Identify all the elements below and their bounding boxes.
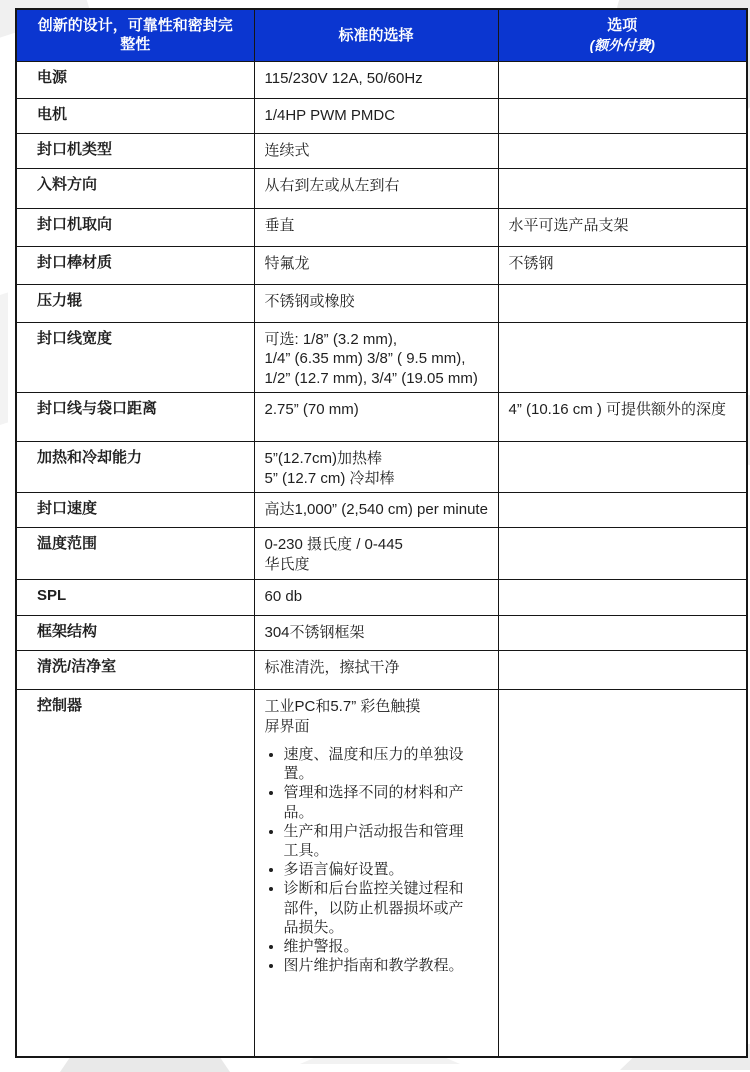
standard-cell: 60 db xyxy=(254,580,498,616)
standard-line: 工业PC和5.7” 彩色触摸 xyxy=(264,698,421,715)
standard-line: 屏界面 xyxy=(264,717,310,735)
option-cell xyxy=(498,528,747,580)
table-row xyxy=(16,651,747,690)
standard-line: 5” (12.7 cm) 冷却棒 xyxy=(264,469,395,487)
feature-cell: 封口棒材质 xyxy=(16,246,254,284)
feature-cell: 封口机类型 xyxy=(16,133,254,168)
list-item: • 多语言偏好设置。 xyxy=(284,860,476,879)
spec-table xyxy=(15,8,748,1058)
feature-cell: SPL xyxy=(16,580,254,616)
table-row xyxy=(16,208,747,246)
table-row xyxy=(16,493,747,528)
standard-cell: 标准清洗，擦拭干净 xyxy=(254,651,498,690)
option-cell xyxy=(498,690,747,1057)
standard-cell: 1/4HP PWM PMDC xyxy=(254,98,498,133)
background-shape xyxy=(0,292,8,427)
option-cell xyxy=(498,442,747,493)
list-item: • 维护警报。 xyxy=(284,937,476,956)
feature-cell: 控制器 xyxy=(16,690,254,1057)
header-options-label: 选项 xyxy=(607,17,638,35)
option-cell xyxy=(498,580,747,616)
controller-intro xyxy=(265,697,450,736)
header-standard xyxy=(254,9,498,61)
standard-cell xyxy=(254,690,498,1057)
standard-cell: 不锈钢或橡胶 xyxy=(254,284,498,322)
feature-cell: 入料方向 xyxy=(16,168,254,208)
header-options-sublabel: (额外付费) xyxy=(589,36,655,53)
option-cell xyxy=(498,322,747,393)
option-cell xyxy=(498,61,747,98)
list-item: • 生产和用户活动报告和管理工具。 xyxy=(284,822,476,860)
option-cell: 4” (10.16 cm ) 可提供额外的深度 xyxy=(498,393,747,442)
feature-cell: 封口线与袋口距离 xyxy=(16,393,254,442)
standard-line: 5”(12.7cm)加热棒 xyxy=(264,450,383,467)
standard-cell: 304不锈钢框架 xyxy=(254,616,498,651)
list-item: • 管理和选择不同的材料和产品。 xyxy=(284,783,476,821)
feature-cell: 加热和冷却能力 xyxy=(16,442,254,493)
table-row xyxy=(16,61,747,98)
standard-cell: 115/230V 12A, 50/60Hz xyxy=(254,61,498,98)
standard-cell: 连续式 xyxy=(254,133,498,168)
standard-line: 可选: 1/8” (3.2 mm), xyxy=(264,330,398,348)
table-row xyxy=(16,322,747,393)
standard-cell: 特氟龙 xyxy=(254,246,498,284)
list-item: • 图片维护指南和教学教程。 xyxy=(284,956,476,975)
option-cell: 不锈钢 xyxy=(498,246,747,284)
header-standard-label: 标准的选择 xyxy=(338,26,414,44)
standard-cell xyxy=(254,322,498,393)
standard-cell: 从右到左或从左到右 xyxy=(254,168,498,208)
header-row xyxy=(16,9,747,61)
table-row xyxy=(16,98,747,133)
feature-cell: 封口速度 xyxy=(16,493,254,528)
option-cell: 水平可选产品支架 xyxy=(498,208,747,246)
feature-cell: 封口线宽度 xyxy=(16,322,254,393)
list-item: • 速度、温度和压力的单独设置。 xyxy=(284,745,476,783)
table-row xyxy=(16,690,747,1057)
feature-cell: 框架结构 xyxy=(16,616,254,651)
feature-cell: 电机 xyxy=(16,98,254,133)
option-cell xyxy=(498,168,747,208)
table-row xyxy=(16,393,747,442)
standard-cell xyxy=(254,528,498,580)
list-item: • 诊断和后台监控关键过程和部件，以防止机器损坏或产品损失。 xyxy=(284,879,476,937)
table-row xyxy=(16,284,747,322)
option-cell xyxy=(498,493,747,528)
header-feature-label: 创新的设计，可靠性和密封完整性 xyxy=(37,16,233,54)
option-cell xyxy=(498,133,747,168)
standard-cell: 2.75” (70 mm) xyxy=(254,393,498,442)
standard-line: 1/2” (12.7 mm), 3/4” (19.05 mm) xyxy=(264,369,478,387)
table-row xyxy=(16,133,747,168)
table-row xyxy=(16,528,747,580)
standard-cell: 垂直 xyxy=(254,208,498,246)
header-options xyxy=(498,9,747,61)
standard-line: 华氏度 xyxy=(264,555,310,573)
feature-cell: 电源 xyxy=(16,61,254,98)
standard-line: 0-230 摄氏度 / 0-445 xyxy=(264,536,403,553)
table-row xyxy=(16,168,747,208)
table-row xyxy=(16,616,747,651)
feature-cell: 封口机取向 xyxy=(16,208,254,246)
standard-cell xyxy=(254,442,498,493)
feature-cell: 压力辊 xyxy=(16,284,254,322)
option-cell xyxy=(498,616,747,651)
option-cell xyxy=(498,284,747,322)
feature-cell: 清洗/洁净室 xyxy=(16,651,254,690)
table-row xyxy=(16,246,747,284)
option-cell xyxy=(498,98,747,133)
header-feature xyxy=(16,9,254,61)
standard-line: 1/4” (6.35 mm) 3/8” ( 9.5 mm), xyxy=(264,350,466,367)
table-row xyxy=(16,442,747,493)
controller-feature-list xyxy=(265,745,490,975)
standard-cell: 高达1,000” (2,540 cm) per minute xyxy=(254,493,498,528)
option-cell xyxy=(498,651,747,690)
feature-cell: 温度范围 xyxy=(16,528,254,580)
table-row xyxy=(16,580,747,616)
